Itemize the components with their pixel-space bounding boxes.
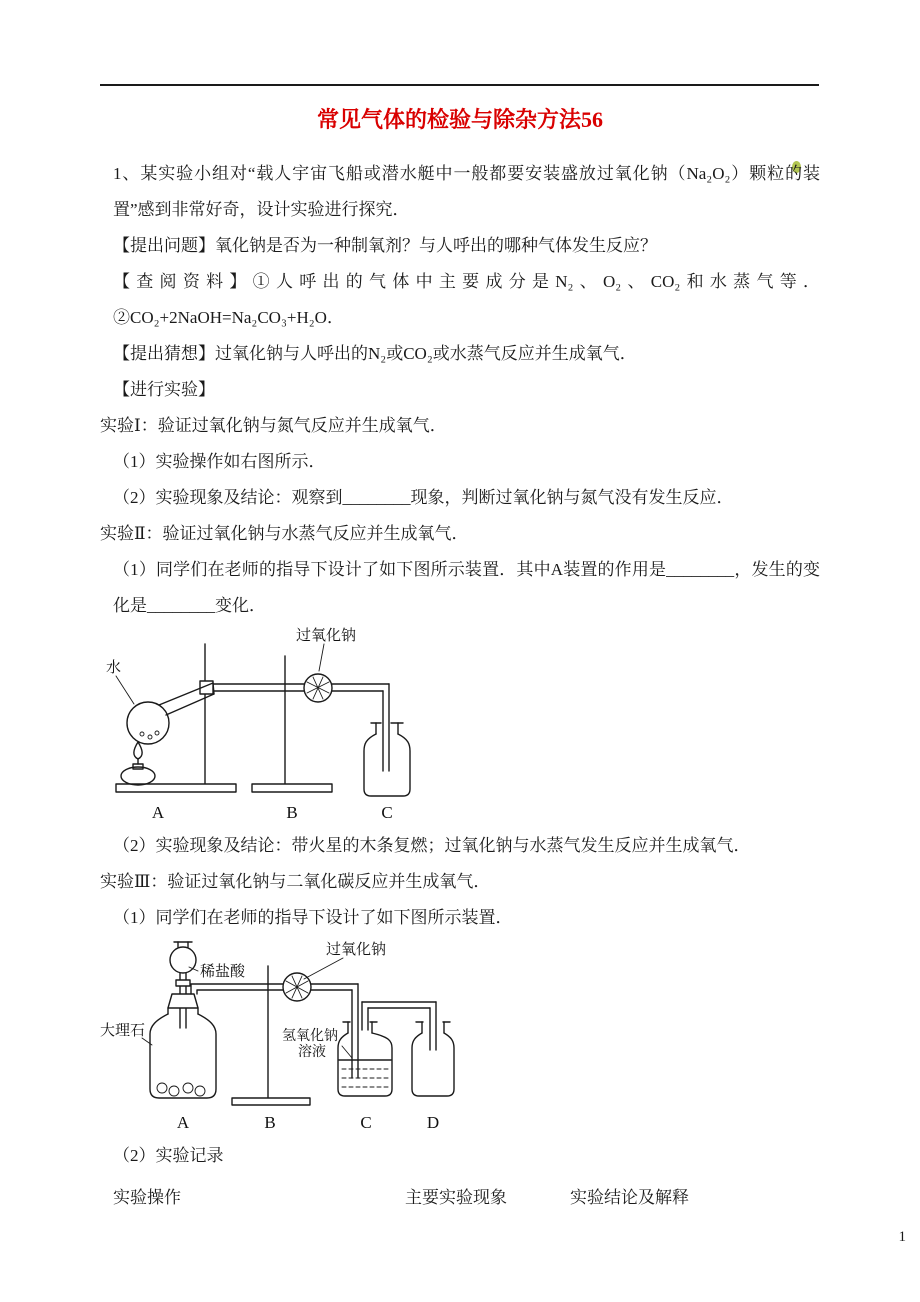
apparatus-d-label: D <box>426 1113 440 1132</box>
marble-label: 大理石 <box>100 1023 146 1039</box>
sodium-peroxide-label: 过氧化钠 <box>326 942 387 958</box>
paragraph-experiment-1: 实验Ⅰ：验证过氧化钠与氮气反应并生成氧气． <box>100 416 447 435</box>
paragraph-reference: 【查阅资料】①人呼出的气体中主要成分是N₂、O₂、CO₂和水蒸气等．②CO₂+2NaOH=Na₂CO₃+H₂O． <box>113 272 820 327</box>
paragraph-intro: 1、某实验小组对“载人宇宙飞船或潜水艇中一般都要安装盛放过氧化钠（Na₂O₂）颗粒的装置”感到非常好奇，设计实验进行探究． <box>113 164 820 219</box>
paragraph-hypothesis: 【提出猜想】过氧化钠与人呼出的N₂或CO₂或水蒸气反应并生成氧气． <box>113 344 637 363</box>
paragraph-question: 【提出问题】氧化钠是否为一种制氧剂？与人呼出的哪种气体发生反应？ <box>113 236 657 255</box>
paragraph-experiment-1-step-2: （2）实验现象及结论：观察到________现象，判断过氧化钠与氮气没有发生反应． <box>113 488 734 507</box>
table-header-operation: 实验操作 <box>113 1188 181 1207</box>
record-table-header-row <box>100 1180 820 1216</box>
page-title: 常见气体的检验与除杂方法56 <box>316 107 603 132</box>
document-content <box>100 100 820 1216</box>
page-number: 1 <box>898 1229 906 1245</box>
naoh-solution-label-line1: 氢氧化钠 <box>282 1029 338 1044</box>
paragraph-experiment-2-step-1: （1）同学们在老师的指导下设计了如下图所示装置．其中A装置的作用是________，发生的变化是________变化． <box>113 560 820 615</box>
paragraph-experiment-record: （2）实验记录 <box>113 1146 224 1165</box>
water-label: 水 <box>106 660 122 676</box>
paragraph-experiment-heading: 【进行实验】 <box>113 380 215 399</box>
paragraph-experiment-1-step-1: （1）实验操作如右图所示． <box>113 452 326 471</box>
apparatus-a-label: A <box>151 803 165 822</box>
sodium-peroxide-label: 过氧化钠 <box>296 628 357 644</box>
apparatus-diagram-1 <box>100 626 440 826</box>
table-header-phenomenon: 主要实验现象 <box>405 1188 507 1207</box>
apparatus-c-label: C <box>381 803 393 822</box>
apparatus-c-label: C <box>360 1113 372 1132</box>
apparatus-diagram-2 <box>100 938 480 1136</box>
table-header-conclusion: 实验结论及解释 <box>570 1188 689 1207</box>
naoh-solution-label-line2: 溶液 <box>298 1045 326 1060</box>
paragraph-experiment-3-step-1: （1）同学们在老师的指导下设计了如下图所示装置． <box>113 908 513 927</box>
apparatus-a-label: A <box>176 1113 190 1132</box>
apparatus-b-label: B <box>264 1113 276 1132</box>
paragraph-experiment-2-step-2: （2）实验现象及结论：带火星的木条复燃；过氧化钠与水蒸气发生反应并生成氧气． <box>113 836 751 855</box>
paragraph-experiment-3: 实验Ⅲ：验证过氧化钠与二氧化碳反应并生成氧气． <box>100 872 491 891</box>
dilute-hydrochloric-acid-label: 稀盐酸 <box>200 964 246 980</box>
apparatus-b-label: B <box>286 803 298 822</box>
experiment-2-apparatus-diagram <box>100 626 820 826</box>
paragraph-experiment-2: 实验Ⅱ：验证过氧化钠与水蒸气反应并生成氧气． <box>100 524 469 543</box>
header-rule <box>100 84 819 86</box>
experiment-3-apparatus-diagram <box>100 938 820 1136</box>
